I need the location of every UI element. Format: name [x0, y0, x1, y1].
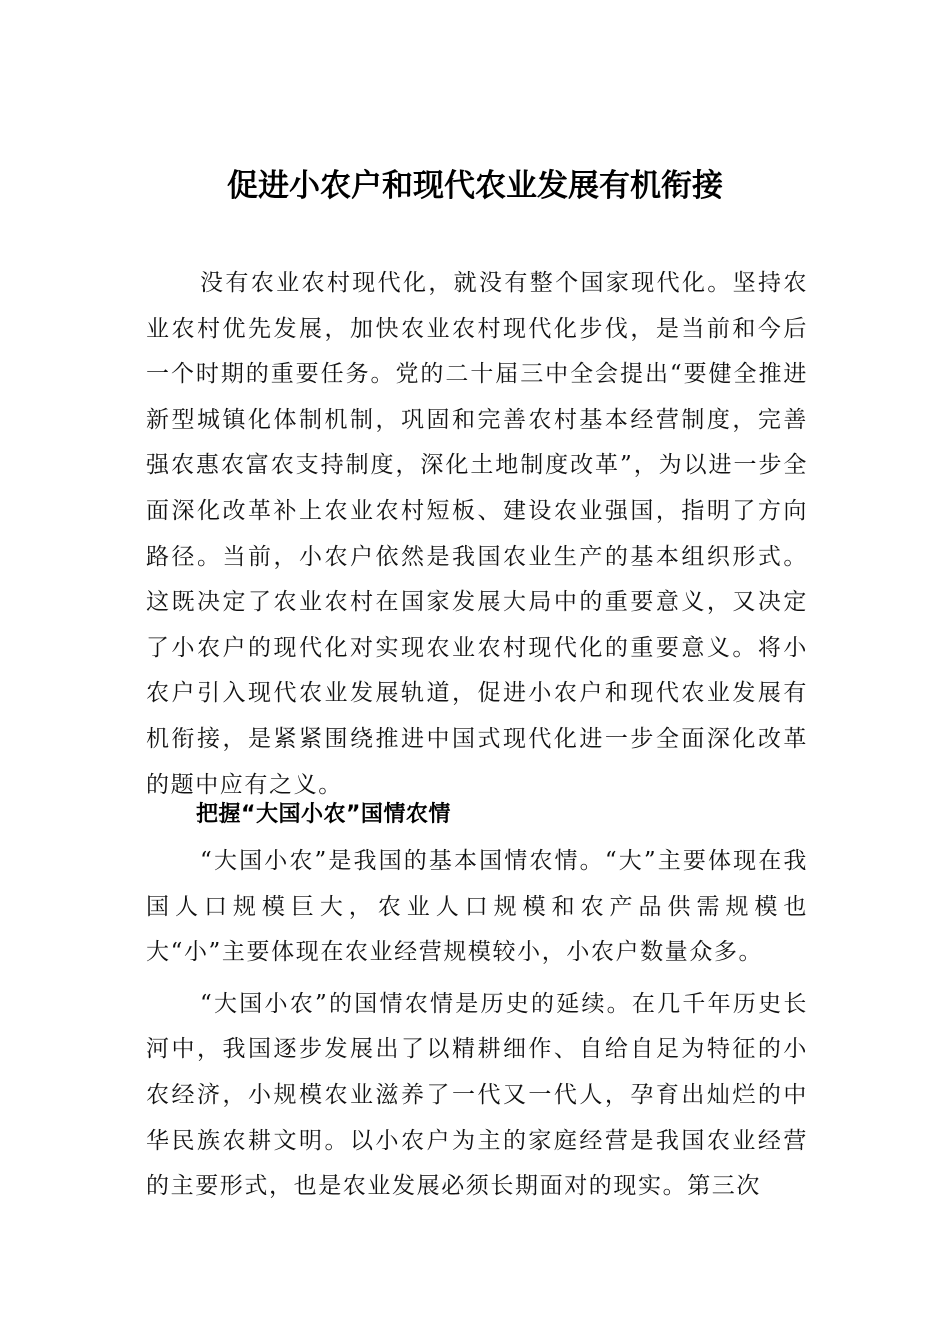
intro-paragraph: 没有农业农村现代化，就没有整个国家现代化。坚持农业农村优先发展，加快农业农村现代化步伐，是当前和今后一个时期的重要任务。党的二十届三中全会提出“要健全推进新型城镇化体制机制，巩固和完善农村基本经营制度，完善强农惠农富农支持制度，深化土地制度改革”，为以进一步全面深化改革补上农业农村短板、建设农业强国，指明了方向路径。当前，小农户依然是我国农业生产的基本组织形式。这既决定了农业农村在国家发展大局中的重要意义，又决定了小农户的现代化对实现农业农村现代化的重要意义。将小农户引入现代农业发展轨道，促进小农户和现代农业发展有机衔接，是紧紧围绕推进中国式现代化进一步全面深化改革的题中应有之义。 — [146, 270, 808, 798]
document-title: 促进小农户和现代农业发展有机衔接 — [227, 168, 723, 204]
section-body — [146, 839, 808, 1210]
section-paragraph-2: “大国小农”的国情农情是历史的延续。在几千年历史长河中，我国逐步发展出了以精耕细作、自给自足为特征的小农经济，小规模农业滋养了一代又一代人，孕育出灿烂的中华民族农耕文明。以小农户为主的家庭经营是我国农业经营的主要形式，也是农业发展必须长期面对的现实。第三次 — [146, 990, 808, 1200]
section-heading: 把握“大国小农”国情农情 — [196, 802, 451, 827]
section-paragraph-1: “大国小农”是我国的基本国情农情。“大”主要体现在我国人口规模巨大，农业人口规模和农产品供需规模也大“小”主要体现在农业经营规模较小，小农户数量众多。 — [146, 848, 808, 966]
intro-section — [146, 261, 808, 808]
